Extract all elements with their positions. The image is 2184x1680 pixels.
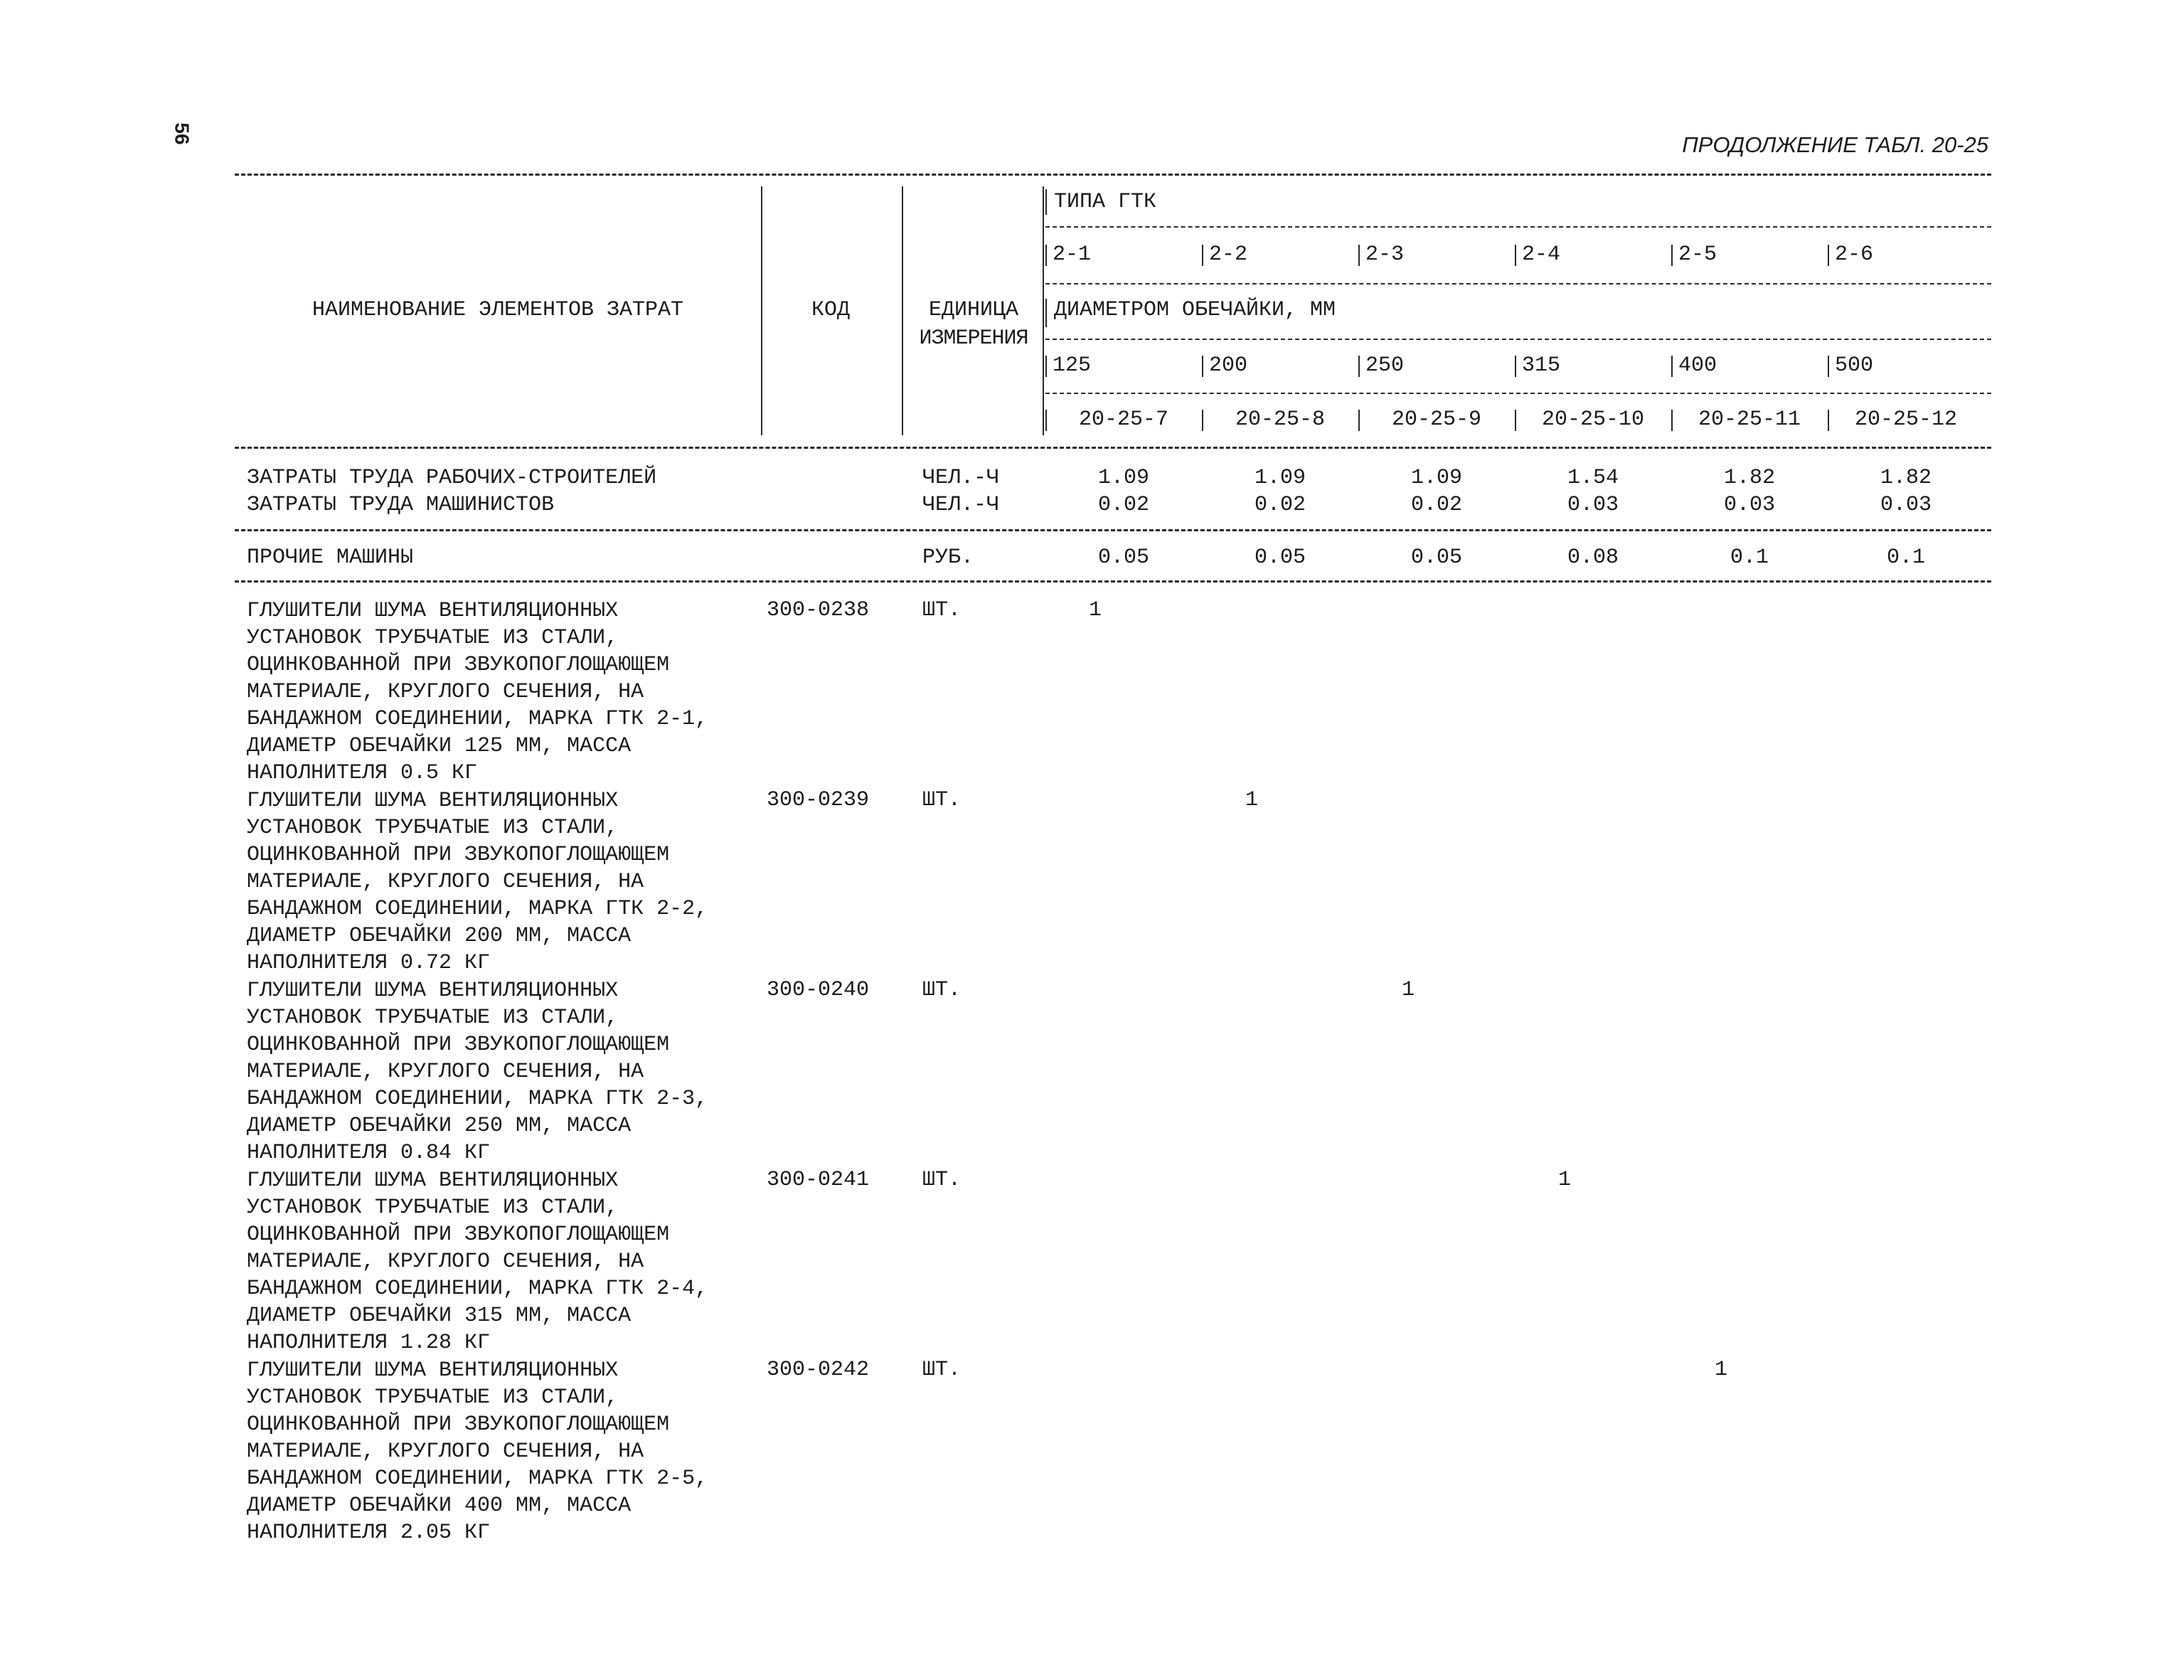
material-value: 1: [1401, 978, 1415, 1002]
labor-bottom-rule: [235, 529, 1991, 531]
value-cell: 1.82: [1880, 466, 1932, 490]
types-5: 2-5: [1678, 243, 1717, 267]
table-top-rule: [235, 174, 1991, 176]
value-cell: 0.03: [1723, 493, 1775, 517]
value-cell: 0.02: [1097, 493, 1149, 517]
machines-bottom-rule: [235, 580, 1991, 583]
diameters-sep-2: [1202, 356, 1203, 377]
material-code: 300-0241: [767, 1168, 870, 1192]
material-unit: ШТ.: [922, 1168, 962, 1192]
types-1: 2-1: [1053, 243, 1092, 267]
diameters-sep-5: [1671, 356, 1673, 377]
value-cell: 1.82: [1723, 466, 1775, 490]
types-4: 2-4: [1522, 243, 1561, 267]
header-sub-rule-1: [1045, 226, 1991, 228]
material-description: ГЛУШИТЕЛИ ШУМА ВЕНТИЛЯЦИОННЫХ УСТАНОВОК ТРУБЧАТЫЕ ИЗ СТАЛИ, ОЦИНКОВАННОЙ ПРИ ЗВУКОПОГЛОЩАЮЩЕМ МАТЕРИАЛЕ, КРУГЛОГО СЕЧЕНИЯ, НА БАНДАЖНОМ СОЕДИНЕНИИ, МАРКА ГТК 2-1, ДИАМЕТР ОБЕЧАЙКИ 125 ММ, МАССА НАПОЛНИТЕЛЯ 0.5 КГ: [247, 599, 708, 785]
diameters-sep-1: [1045, 356, 1047, 377]
value-cell: 0.02: [1254, 493, 1306, 517]
value-cell: 1.09: [1254, 466, 1306, 490]
value-cell: 0.05: [1097, 546, 1149, 570]
header-vline-unit: [1043, 186, 1044, 435]
header-right-edge-diam: [1045, 299, 1047, 327]
material-code: 300-0238: [767, 598, 870, 622]
value-cell: 0.03: [1567, 493, 1619, 517]
header-name-col: НАИМЕНОВАНИЕ ЭЛЕМЕНТОВ ЗАТРАТ: [311, 298, 684, 322]
header-vline-name: [761, 186, 762, 435]
value-cell: 0.1: [1886, 546, 1925, 570]
diameters-4: 315: [1522, 353, 1561, 378]
codes-4: 20-25-10: [1541, 408, 1645, 432]
diameters-3: 250: [1365, 353, 1405, 378]
header-unit-line2: ИЗМЕРЕНИЯ: [919, 326, 1028, 351]
codes-5: 20-25-11: [1698, 408, 1801, 432]
types-sep-2: [1202, 245, 1203, 266]
header-sub-rule-4: [1045, 393, 1991, 394]
diameters-sep-4: [1515, 356, 1516, 377]
value-cell: 0.03: [1880, 493, 1932, 517]
header-vline-code: [902, 186, 903, 435]
types-6: 2-6: [1835, 243, 1874, 267]
types-sep-4: [1515, 245, 1516, 266]
machines-unit: РУБ.: [922, 546, 974, 570]
material-value: 1: [1088, 598, 1102, 622]
codes-2: 20-25-8: [1235, 408, 1326, 432]
value-cell: 1.54: [1567, 466, 1619, 490]
material-description: ГЛУШИТЕЛИ ШУМА ВЕНТИЛЯЦИОННЫХ УСТАНОВОК ТРУБЧАТЫЕ ИЗ СТАЛИ, ОЦИНКОВАННОЙ ПРИ ЗВУКОПОГЛОЩАЮЩЕМ МАТЕРИАЛЕ, КРУГЛОГО СЕЧЕНИЯ, НА БАНДАЖНОМ СОЕДИНЕНИИ, МАРКА ГТК 2-5, ДИАМЕТР ОБЕЧАЙКИ 400 ММ, МАССА НАПОЛНИТЕЛЯ 2.05 КГ: [247, 1359, 708, 1545]
material-value: 1: [1245, 788, 1258, 812]
codes-1: 20-25-7: [1078, 408, 1169, 432]
value-cell: 0.02: [1410, 493, 1462, 517]
header-type-label: ТИПА ГТК: [1054, 190, 1157, 214]
header-right-edge-type: [1045, 189, 1047, 215]
machines-name: ПРОЧИЕ МАШИНЫ: [247, 546, 414, 570]
diameters-2: 200: [1209, 353, 1248, 378]
codes-3: 20-25-9: [1391, 408, 1482, 432]
value-cell: 0.08: [1567, 546, 1619, 570]
material-description: ГЛУШИТЕЛИ ШУМА ВЕНТИЛЯЦИОННЫХ УСТАНОВОК ТРУБЧАТЫЕ ИЗ СТАЛИ, ОЦИНКОВАННОЙ ПРИ ЗВУКОПОГЛОЩАЮЩЕМ МАТЕРИАЛЕ, КРУГЛОГО СЕЧЕНИЯ, НА БАНДАЖНОМ СОЕДИНЕНИИ, МАРКА ГТК 2-4, ДИАМЕТР ОБЕЧАЙКИ 315 ММ, МАССА НАПОЛНИТЕЛЯ 1.28 КГ: [247, 1169, 708, 1355]
value-cell: 0.1: [1730, 546, 1769, 570]
types-sep-6: [1828, 245, 1829, 266]
types-2: 2-2: [1209, 243, 1248, 267]
material-code: 300-0239: [767, 788, 870, 812]
header-code-col: КОД: [811, 298, 850, 322]
diameters-6: 500: [1835, 353, 1874, 378]
diameters-1: 125: [1053, 353, 1092, 378]
material-value: 1: [1714, 1358, 1727, 1382]
material-unit: ШТ.: [922, 1358, 962, 1382]
diameters-sep-6: [1828, 356, 1829, 377]
material-code: 300-0240: [767, 978, 870, 1002]
diameters-5: 400: [1678, 353, 1717, 378]
value-cell: 1.09: [1097, 466, 1149, 490]
types-sep-1: [1045, 245, 1047, 266]
header-bottom-rule: [235, 447, 1991, 449]
value-cell: 0.05: [1410, 546, 1462, 570]
labor-workers-name: ЗАТРАТЫ ТРУДА РАБОЧИХ-СТРОИТЕЛЕЙ: [247, 466, 657, 490]
types-sep-3: [1358, 245, 1360, 266]
value-cell: 1.09: [1410, 466, 1462, 490]
types-sep-5: [1671, 245, 1673, 266]
material-description: ГЛУШИТЕЛИ ШУМА ВЕНТИЛЯЦИОННЫХ УСТАНОВОК ТРУБЧАТЫЕ ИЗ СТАЛИ, ОЦИНКОВАННОЙ ПРИ ЗВУКОПОГЛОЩАЮЩЕМ МАТЕРИАЛЕ, КРУГЛОГО СЕЧЕНИЯ, НА БАНДАЖНОМ СОЕДИНЕНИИ, МАРКА ГТК 2-3, ДИАМЕТР ОБЕЧАЙКИ 250 ММ, МАССА НАПОЛНИТЕЛЯ 0.84 КГ: [247, 979, 708, 1165]
types-3: 2-3: [1365, 243, 1405, 267]
material-unit: ШТ.: [922, 598, 962, 622]
material-description: ГЛУШИТЕЛИ ШУМА ВЕНТИЛЯЦИОННЫХ УСТАНОВОК ТРУБЧАТЫЕ ИЗ СТАЛИ, ОЦИНКОВАННОЙ ПРИ ЗВУКОПОГЛОЩАЮЩЕМ МАТЕРИАЛЕ, КРУГЛОГО СЕЧЕНИЯ, НА БАНДАЖНОМ СОЕДИНЕНИИ, МАРКА ГТК 2-2, ДИАМЕТР ОБЕЧАЙКИ 200 ММ, МАССА НАПОЛНИТЕЛЯ 0.72 КГ: [247, 789, 708, 975]
diameters-sep-3: [1358, 356, 1360, 377]
header-sub-rule-2: [1045, 283, 1991, 285]
material-code: 300-0242: [767, 1358, 870, 1382]
continuation-title: ПРОДОЛЖЕНИЕ ТАБЛ. 20-25: [1682, 132, 1988, 157]
codes-6: 20-25-12: [1854, 408, 1958, 432]
material-value: 1: [1557, 1168, 1571, 1192]
labor-operators-name: ЗАТРАТЫ ТРУДА МАШИНИСТОВ: [247, 493, 555, 517]
header-sub-rule-3: [1045, 339, 1991, 340]
material-unit: ШТ.: [922, 978, 962, 1002]
material-unit: ШТ.: [922, 788, 962, 812]
labor-workers-unit: ЧЕЛ.-Ч: [922, 466, 1000, 490]
header-diameter-label: ДИАМЕТРОМ ОБЕЧАЙКИ, ММ: [1054, 298, 1336, 322]
value-cell: 0.05: [1254, 546, 1306, 570]
header-unit-line1: ЕДИНИЦА: [928, 298, 1019, 322]
labor-operators-unit: ЧЕЛ.-Ч: [922, 493, 1000, 517]
page-number: 56: [171, 122, 193, 145]
